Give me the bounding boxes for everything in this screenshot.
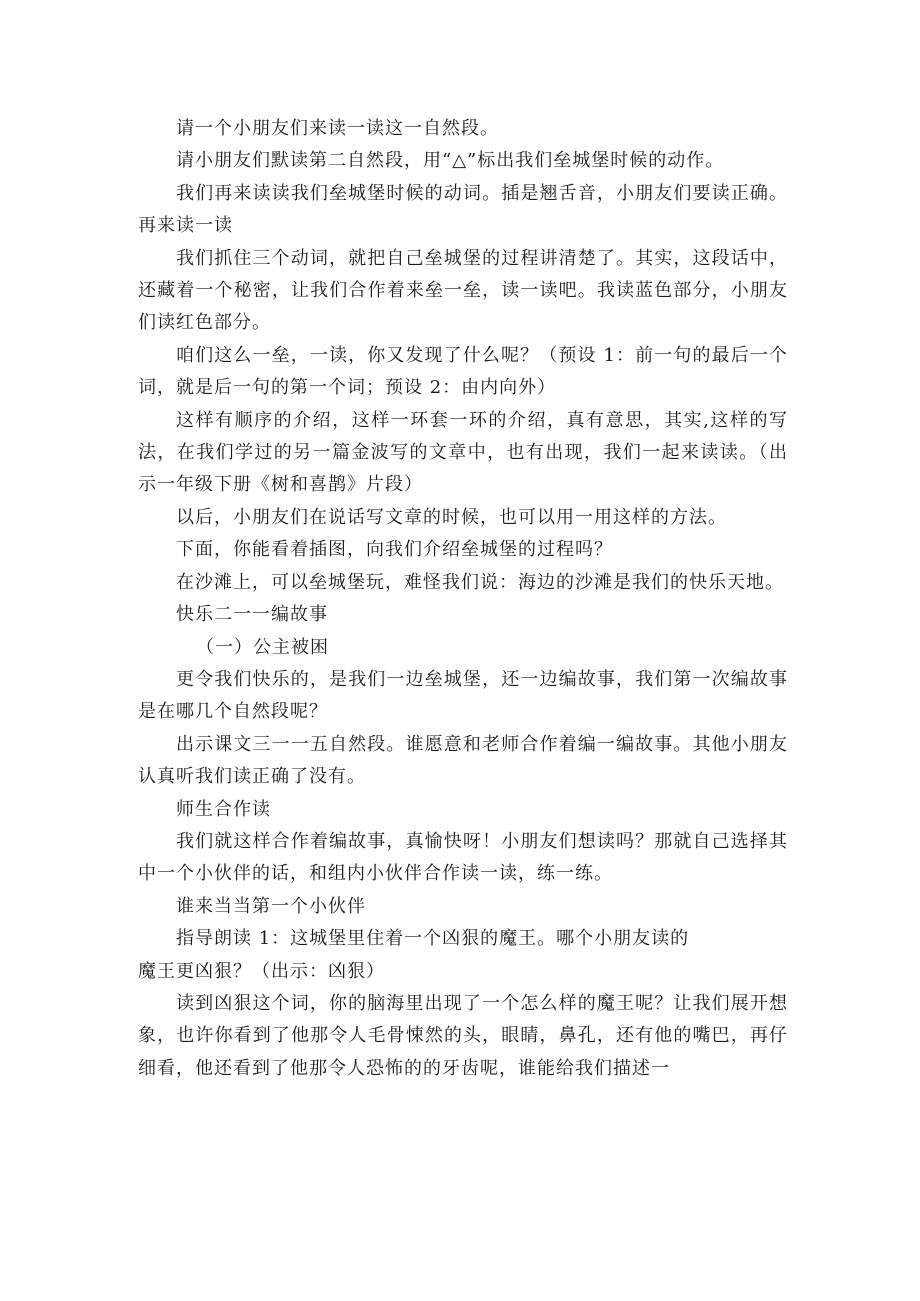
paragraph-15: 指导朗读 1：这城堡里住着一个凶狠的魔王。哪个小朋友读的 [176, 928, 690, 950]
paragraph-10: 更令我们快乐的，是我们一边垒城堡，还一边编故事，我们第一次编故事是在哪几个自然段呢？ [138, 668, 788, 723]
paragraph-14: 谁来当当第一个小伙伴 [176, 895, 366, 917]
paragraph-16: 魔王更凶狠？（出示：凶狠） [138, 960, 385, 982]
section-heading: 快乐二一一编故事 [176, 604, 328, 626]
paragraph-8: 下面，你能看着插图，向我们介绍垒城堡的过程吗？ [176, 539, 613, 561]
paragraph-1: 请一个小朋友们来读一读这一自然段。 [176, 118, 499, 139]
paragraph-2: 请小朋友们默读第二自然段，用“△”标出我们垒城堡时候的动作。 [176, 150, 725, 172]
paragraph-5: 咱们这么一垒，一读，你又发现了什么呢？（预设 1：前一句的最后一个词，就是后一句的第一个词；预设 2：由内向外） [138, 344, 788, 399]
paragraph-13: 我们就这样合作着编故事，真愉快呀！小朋友们想读吗？那就自己选择其中一个小伙伴的话，和组内小伙伴合作读一读，练一练。 [138, 830, 788, 885]
paragraph-6: 这样有顺序的介绍，这样一环套一环的介绍，真有意思，其实,这样的写法，在我们学过的另一篇金波写的文章中，也有出现，我们一起来读读。（出示一年级下册《树和喜鹊》片段） [138, 409, 788, 496]
paragraph-11: 出示课文三一一五自然段。谁愿意和老师合作着编一编故事。其他小朋友认真听我们读正确了没有。 [138, 733, 788, 788]
paragraph-12: 师生合作读 [176, 798, 271, 820]
paragraph-3: 我们再来读读我们垒城堡时候的动词。插是翘舌音，小朋友们要读正确。再来读一读 [138, 182, 788, 237]
paragraph-4: 我们抓住三个动词，就把自己垒城堡的过程讲清楚了。其实，这段话中，还藏着一个秘密，让我们合作着来垒一垒，读一读吧。我读蓝色部分，小朋友们读红色部分。 [138, 247, 788, 334]
document-page [138, 113, 788, 1085]
subsection-heading: （一）公主被困 [196, 636, 329, 658]
paragraph-7: 以后，小朋友们在说话写文章的时候，也可以用一用这样的方法。 [176, 506, 727, 528]
paragraph-9: 在沙滩上，可以垒城堡玩，难怪我们说：海边的沙滩是我们的快乐天地。 [176, 571, 784, 593]
paragraph-17: 读到凶狠这个词，你的脑海里出现了一个怎么样的魔王呢？让我们展开想象，也许你看到了他那令人毛骨悚然的头，眼睛，鼻孔，还有他的嘴巴，再仔细看，他还看到了他那令人恐怖的的牙齿呢，谁能给我们描述一 [138, 992, 788, 1079]
